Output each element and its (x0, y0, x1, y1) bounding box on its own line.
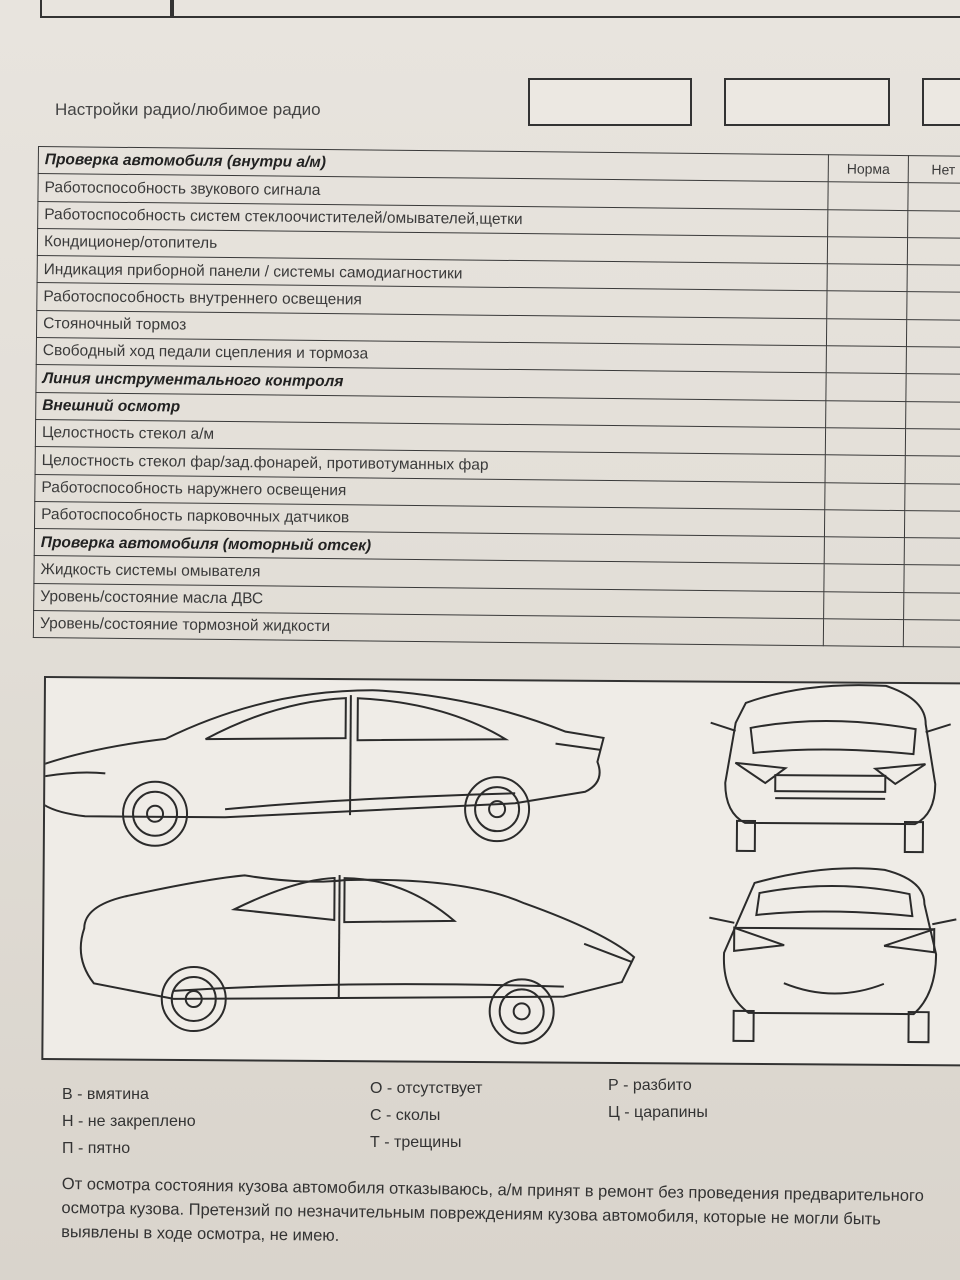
check-item-label: Работоспособность звукового сигнала (38, 174, 828, 210)
radio-field-2[interactable] (724, 78, 890, 126)
not-checkbox-cell[interactable] (904, 538, 960, 566)
norm-checkbox-cell[interactable] (824, 592, 904, 620)
check-item-label: Уровень/состояние масла ДВС (34, 583, 824, 619)
norm-checkbox-cell[interactable] (824, 510, 904, 538)
check-item-label: Индикация приборной панели / системы самодиагностики (37, 256, 827, 292)
check-item-label: Целостность стекол фар/зад.фонарей, противотуманных фар (35, 447, 825, 483)
legend-item: Т - трещины (370, 1134, 462, 1151)
check-item-label: Свободный ход педали сцепления и тормоза (36, 338, 826, 374)
radio-settings-label: Настройки радио/любимое радио (55, 100, 321, 119)
legend-item: Н - не закреплено (62, 1113, 196, 1130)
norm-checkbox-cell[interactable] (825, 482, 905, 510)
norm-checkbox-cell[interactable] (826, 400, 906, 428)
not-checkbox-cell[interactable] (905, 429, 960, 457)
not-checkbox-cell[interactable] (905, 456, 960, 484)
norm-checkbox-cell[interactable] (823, 619, 903, 647)
not-checkbox-cell[interactable] (906, 374, 960, 402)
legend-item: Ц - царапины (608, 1104, 708, 1121)
not-checkbox-cell[interactable] (906, 319, 960, 347)
legend-item: В - вмятина (62, 1086, 149, 1103)
car-side-view-right (43, 688, 604, 849)
not-checkbox-cell[interactable] (907, 238, 960, 266)
not-checkbox-cell[interactable] (906, 347, 960, 375)
norm-checkbox-cell[interactable] (825, 455, 905, 483)
not-checkbox-cell[interactable] (907, 292, 960, 320)
section-title: Проверка автомобиля (моторный отсек) (34, 529, 824, 565)
column-header-not: Нет (908, 156, 960, 184)
norm-checkbox-cell[interactable] (826, 346, 906, 374)
car-damage-diagram (41, 676, 960, 1066)
disclaimer-text: От осмотра состояния кузова автомобиля отказываюсь, а/м принят в ремонт без проведения предварительного осмотра кузова. Претензий по незначительным повреждениям кузова автомобиля, которые не могли быть выявлены в ходе осмотра, не имею. (61, 1174, 924, 1245)
car-rear-view (708, 867, 956, 1042)
check-item-label: Жидкость системы омывателя (34, 556, 824, 592)
norm-checkbox-cell[interactable] (827, 264, 907, 292)
checklist-table (33, 146, 960, 648)
column-header-norm: Норма (828, 155, 908, 183)
norm-checkbox-cell[interactable] (824, 537, 904, 565)
car-side-view-left (80, 873, 634, 1044)
check-item-label: Работоспособность парковочных датчиков (34, 501, 824, 537)
norm-checkbox-cell[interactable] (828, 182, 908, 210)
norm-checkbox-cell[interactable] (826, 319, 906, 347)
top-cut-field (170, 0, 960, 18)
radio-field-3[interactable] (922, 78, 960, 126)
not-checkbox-cell[interactable] (907, 265, 960, 293)
not-checkbox-cell[interactable] (908, 183, 960, 211)
norm-checkbox-cell[interactable] (827, 237, 907, 265)
not-checkbox-cell[interactable] (904, 592, 960, 620)
not-checkbox-cell[interactable] (904, 510, 960, 538)
norm-checkbox-cell[interactable] (828, 209, 908, 237)
radio-field-1[interactable] (528, 78, 692, 126)
not-checkbox-cell[interactable] (908, 210, 960, 238)
norm-checkbox-cell[interactable] (827, 291, 907, 319)
norm-checkbox-cell[interactable] (825, 428, 905, 456)
not-checkbox-cell[interactable] (904, 565, 960, 593)
legend-item: П - пятно (62, 1140, 131, 1157)
check-item-label: Кондиционер/отопитель (37, 228, 827, 264)
check-item-label: Целостность стекол а/м (35, 419, 825, 455)
check-item-label: Работоспособность систем стеклоочистителей/омывателей,щетки (38, 201, 828, 237)
check-item-label: Работоспособность внутреннего освещения (37, 283, 827, 319)
not-checkbox-cell[interactable] (903, 620, 960, 648)
car-front-view (710, 684, 951, 852)
not-checkbox-cell[interactable] (906, 401, 960, 429)
not-checkbox-cell[interactable] (905, 483, 960, 511)
check-item-label: Стояночный тормоз (36, 310, 826, 346)
legend-item: Р - разбито (608, 1077, 692, 1094)
norm-checkbox-cell[interactable] (826, 373, 906, 401)
legend-item: О - отсутствует (370, 1080, 483, 1097)
legend-item: С - сколы (370, 1107, 441, 1124)
check-item-label: Работоспособность наружнего освещения (35, 474, 825, 510)
norm-checkbox-cell[interactable] (824, 564, 904, 592)
section-title: Проверка автомобиля (внутри а/м) (38, 147, 828, 183)
check-item-label: Уровень/состояние тормозной жидкости (33, 611, 823, 647)
section-title: Внешний осмотр (36, 392, 826, 428)
top-cut-box (40, 0, 174, 18)
car-outlines-svg (43, 678, 960, 1060)
section-title: Линия инструментального контроля (36, 365, 826, 401)
